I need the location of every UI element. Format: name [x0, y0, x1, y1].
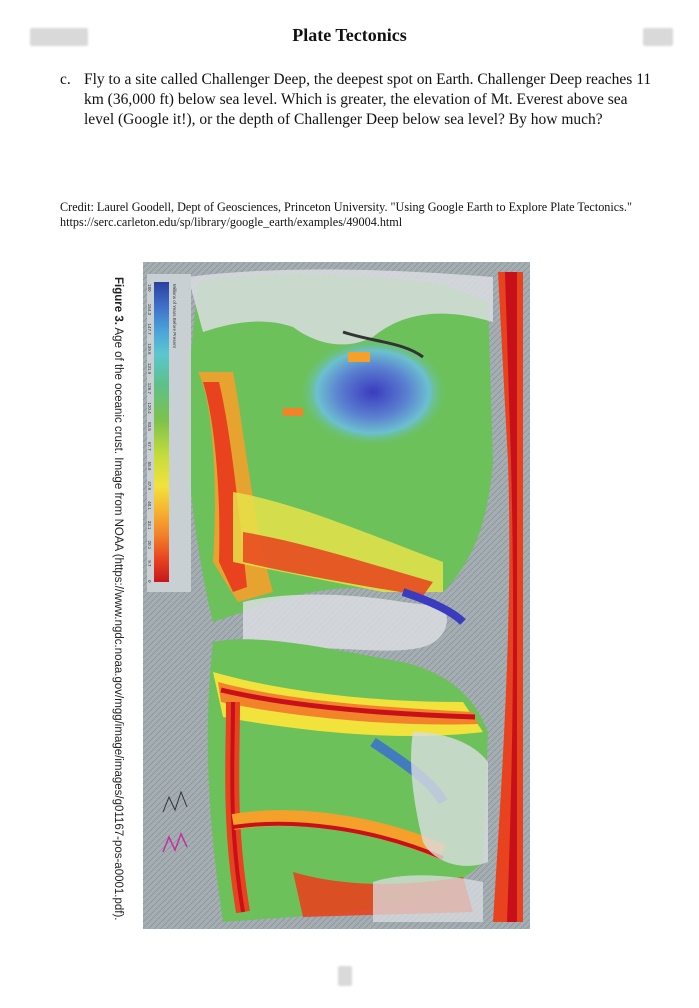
legend-tick-label: 147.7 [147, 323, 152, 335]
legend-tick-label: 154.3 [147, 303, 152, 315]
landmass-lower [373, 875, 483, 922]
old-crust-zone [298, 337, 448, 447]
redacted-page-number [338, 966, 352, 986]
legend-tick-label: 20.1 [147, 540, 152, 550]
ocean-crust-age-map-image [143, 262, 530, 929]
legend-tick-label: 47.9 [147, 481, 152, 491]
question-marker: c. [60, 71, 71, 88]
question-c [60, 70, 660, 130]
legend-tick-label: 33.1 [147, 520, 152, 530]
legend-tick-label: 0 [147, 580, 152, 583]
age-legend [147, 274, 191, 592]
legend-tick-label: 139.6 [147, 343, 152, 355]
legend-tick-label: 131.9 [147, 362, 152, 375]
legend-title: Millions of Years Before Present [172, 284, 177, 348]
figure-caption-label: Figure 3. [112, 277, 124, 325]
legend-tick-label: 126.7 [147, 382, 152, 394]
figure-caption [112, 277, 124, 921]
legend-tick-label: 55.9 [147, 461, 152, 471]
legend-tick-label: 67.7 [147, 441, 152, 451]
figure-caption-text: Age of the oceanic crust. Image from NOAA (https://www.ngdc.noaa.gov/mgg/image/images/g01167-pos-a0001.pdf). [112, 324, 124, 921]
young-crust-patch [348, 352, 370, 362]
page-title: Plate Tectonics [292, 25, 407, 45]
legend-tick-label: 83.5 [147, 422, 152, 431]
legend-tick-label: 40.1 [147, 501, 152, 510]
legend-tick-label: 120.4 [147, 402, 152, 414]
legend-tick-label: 9.7 [147, 560, 152, 567]
question-text: Fly to a site called Challenger Deep, the deepest spot on Earth. Challenger Deep reaches 11 km (36,000 ft) below sea level. Which is greater, the elevation of Mt. Everest above sea level (Google it!), or the depth of Challenger Deep below sea level? By how much? [84, 71, 652, 128]
ocean-crust-age-map [143, 262, 530, 929]
legend-tick-label: 180 [147, 284, 152, 292]
young-crust-patch [283, 408, 303, 416]
legend-color-bar [154, 282, 169, 582]
credit-text: Credit: Laurel Goodell, Dept of Geosciences, Princeton University. "Using Google Earth to Explore Plate Tectonics." https://serc.carleton.edu/sp/library/google_earth/examples/49004.html [60, 200, 632, 229]
